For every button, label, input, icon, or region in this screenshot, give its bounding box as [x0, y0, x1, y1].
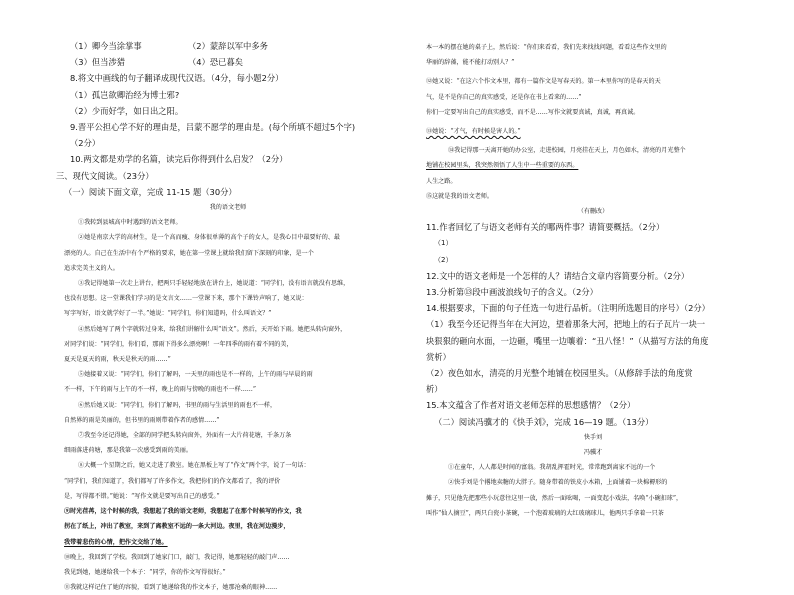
right-column — [426, 40, 760, 521]
para-11-line-2: 本一本的摆在她的桌子上，然后说：“你们来看看，我们先来找找问题，看看这些作文里的 — [426, 44, 667, 51]
story-title: 快手刘 — [583, 433, 603, 441]
para-12-line-1: ⑫她又说：“在这六个作文本里，都有一篇作文是写春天的。第一本里你写的是春天的天 — [426, 78, 661, 86]
left-column — [56, 38, 400, 595]
q14-option-2-line-2: 析） — [426, 384, 443, 395]
para-14-line-2: 地铺在校园里头，我突然领悟了人生中一些重要的东西。 — [426, 162, 579, 170]
q8-option-4: （4）恐已暮矣 — [188, 57, 244, 68]
para-4-line-1: ④然后她写了两个字就转过身来，给我们讲解什么叫“语文”。然后，天开始下雨。她把头转向窗外， — [78, 325, 347, 333]
q11-blank-1: （1） — [434, 239, 453, 248]
q8-sentence-1: （1）孤岂欲卿治经为博士邪? — [70, 89, 180, 100]
para-2-line-1: ②她是南京大学的高材生，是一个高而瘦、身体很单薄的高个子的女人，是我心目中最要好的、最 — [78, 234, 341, 242]
para-7-line-2: 细雨落进荷塘，那是我第一次感受到雨的美丽。 — [64, 447, 192, 455]
para-5-line-2: 不一样，下午的雨与上午的不一样，晚上的雨与傍晚的雨也不一样……” — [64, 386, 257, 394]
para-9-line-1: ⑨时光荏苒，这个时候的我，我想起了我的语文老师，我想起了在那个时候写的作文，我 — [64, 508, 302, 516]
para-6-line-1: ⑥然后她又说：“同学们，你们了解吗，书里的雨与生活里的雨也不一样， — [78, 401, 277, 409]
part-1-heading: （一）阅读下面文章，完成 11-15 题（30分） — [64, 186, 237, 197]
para-15: ⑮这就是我的语文老师。 — [426, 192, 494, 200]
para-12-line-2: 气，是不是你自己的真实感受，还是你在书上看来的……” — [426, 93, 582, 101]
story-para-1-line-1: ①在童年，人人都是时间的富翁。我胡乱挥霍时光，常常跑到离家不远的一个 — [448, 464, 656, 472]
para-8-line-1: ⑧大概一个星期之后，她又走进了教室。她在黑板上写了“作文”两个字，说了一句话： — [78, 462, 310, 470]
part-2-heading: （二）阅读冯骥才的《快手刘》，完成 16—19 题。（13分） — [434, 416, 654, 427]
story-para-2-line-2: 摊子，只见他先把那些小玩意往这里一放，然后一面吆喝，一面变起小戏法，名唤“小碗扣球”， — [426, 494, 683, 502]
para-2-line-2: 漂亮的人。自己在生活中有个严格的要求，她在第一堂课上就给我们留下深刻的印象，是一个 — [64, 249, 314, 257]
q8-sentence-2: （2）少而好学，如日出之阳。 — [70, 105, 184, 116]
q9-text: 9.晋平公担心学不好的理由是，吕蒙不愿学的理由是。(每个所填不超过5个字) — [70, 122, 356, 133]
para-8-line-2: “同学们，我们知道了，我们都写了许多作文，我把你们的作文都看了，我的评价 — [64, 477, 281, 485]
para-9-line-3: 我带着悲伤的心情，把作文交给了她。 — [64, 538, 168, 546]
q15-text: 15.本文蕴含了作者对语文老师怎样的思想感情？（2分） — [426, 400, 636, 411]
para-5-line-1: ⑤她接着又说：“同学们，你们了解吗，一天里的雨也是不一样的，上午的雨与早晨的雨 — [78, 371, 313, 379]
para-4-line-3: 夏天是夏天的雨，秋天是秋天的雨……” — [64, 356, 171, 364]
q14-option-1-line-3: 赏析） — [426, 351, 451, 362]
q8-option-1: （1）卿今当涂掌事 — [70, 41, 142, 51]
q13-text: 13.分析第⑬段中画波浪线句子的含义。（2分） — [426, 287, 598, 298]
para-11-line-1: ⑪我就这样记住了她的容貌，看到了她递给我的作文本子，她那沧桑的眼神…… — [64, 584, 278, 592]
q11-text: 11.作者回忆了与语文老师有关的哪两件事？请简要概括。（2分） — [426, 222, 665, 233]
para-1: ①我转到县城高中时遇到的语文老师。 — [78, 219, 182, 227]
para-9-line-2: 拐在了纸上，冲出了教室，来到了离教室不远的一条大河边。夜里，我在河边漫步， — [64, 523, 290, 531]
story-para-2-line-1: ②快手刘是个撂地卖糖的大胖子。随身带着的铁皮小木箱，上面铺着一块棉褥形的 — [448, 479, 668, 487]
q8-stem: 8.将文中画线的句子翻译成现代汉语。（4分，每小题2分） — [70, 73, 284, 84]
section-3-heading: 三、现代文阅读。（23分） — [56, 170, 154, 181]
q11-blank-2: （2） — [434, 255, 453, 264]
q14-option-2-line-1: （2）夜色如水，清亮的月光整个地铺在校园里头。（从修辞手法的角度赏 — [426, 368, 693, 379]
para-6-line-2: 自然界的雨是美丽的，但书里的雨则带着作者的感情……” — [64, 416, 220, 424]
abridged-note: （有删改） — [577, 208, 609, 216]
para-4-line-2: 对同学们说：“同学们，你们看，那雨下得多么漂亮啊！一年四季的雨有着不同的美， — [64, 340, 293, 348]
q8-option-2: （2）蒙辞以军中多务 — [188, 41, 268, 51]
article-title: 我的语文老师 — [209, 204, 247, 212]
story-para-2-line-3: 叫作“仙人摘豆”，两只白瓷小茶碗，一个泡着玻璃的大红玻璃球儿，他两只手拿着一只茶 — [426, 509, 664, 517]
para-13: ⑬她说：“才气，有时候是害人的。” — [426, 128, 521, 136]
story-author: 冯骥才 — [583, 449, 603, 457]
q8-options-row1 — [56, 38, 400, 54]
q10-text: 10.两文都是劝学的名篇，读完后你得到什么启发？（2分） — [70, 154, 288, 165]
q8-option-3: （3）但当涉猎 — [70, 57, 126, 68]
para-10-line-2: 我见到她，她递给我一个本子：“同学，你的作文写得很好。” — [64, 568, 226, 576]
q14-option-1-line-1: （1）我至今还记得当年在大河边，望着那条大河，把地上的石子瓦片一块一 — [426, 319, 706, 330]
q12-text: 12.文中的语文老师是一个怎样的人？请结合文章内容简要分析。（2分） — [426, 270, 690, 281]
q8-options-row2 — [56, 54, 400, 70]
para-3-line-1: ③我记得她第一次走上讲台，把两只手轻轻地放在讲台上，她说道：“同学们，没有语言就没有思维， — [78, 280, 350, 288]
para-12-line-3: 你们一定要写出自己的真实感受，而不是……写作文就要真诚，真诚，再真诚。 — [426, 108, 640, 116]
q9-score: （2分） — [70, 138, 101, 149]
q14-option-1-line-2: 块狠狠的砸向水面，一边砸，嘴里一边嚷着：“丑八怪！”（从描写方法的角度 — [426, 335, 709, 346]
para-2-line-3: 追求完美主义的人。 — [64, 264, 119, 272]
para-3-line-3: 写字写好，语文就学好了一半。”她说：“同学们，你们知道吗，什么叫语文？” — [64, 310, 272, 318]
para-10-line-1: ⑩晚上，我回到了学校。我回到了她家门口，敲门，我记得，她那轻轻的敲门声…… — [64, 553, 290, 561]
para-14-line-1: ⑭我记得那一天离开她的办公室，走进校园，月亮挂在天上，月色如水，清亮的月光整个 — [448, 147, 686, 155]
para-8-line-3: 是，写得都不错。”她说：“写作文就是要写出自己的感受。” — [64, 492, 220, 500]
para-11-line-3: 华丽的辞藻，能不能打动别人？” — [426, 59, 515, 67]
para-14-line-3: 人生之路。 — [426, 177, 457, 185]
para-3-line-2: 也没有思想。这一堂课我们学习的是文言文……一堂课下来，那个下课铃声响了，她又说： — [64, 295, 308, 303]
para-7-line-1: ⑦我至今还记得她，全部的同学把头转向窗外，外面有一大片荷花塘，千条万条 — [78, 432, 292, 440]
q14-text: 14.根据要求，下面的句子任选一句进行品析。（注明所选题目的序号）（2分） — [426, 303, 710, 314]
